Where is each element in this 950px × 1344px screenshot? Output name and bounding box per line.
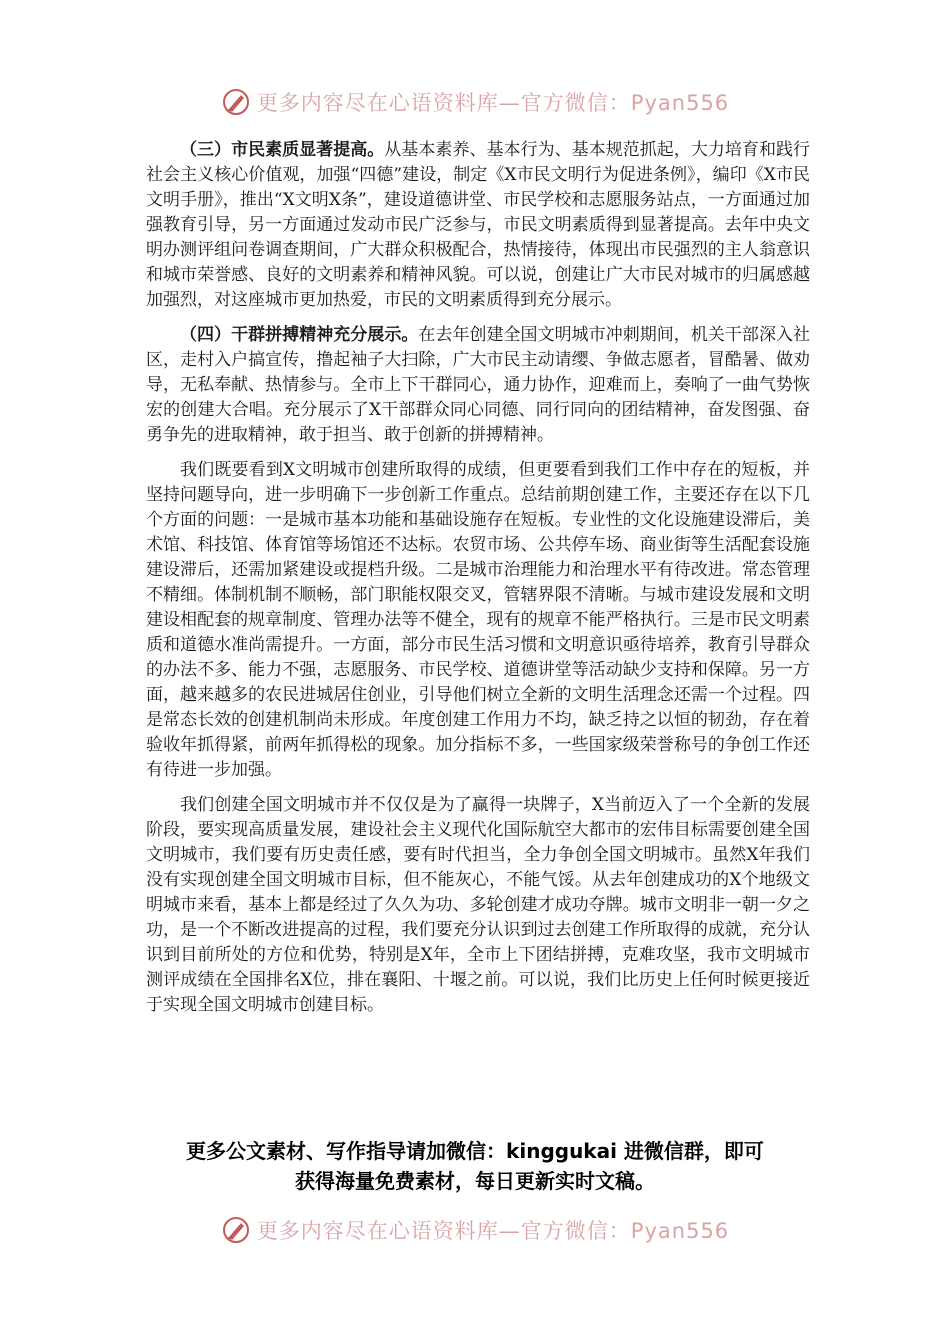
footer-banner-text: 更多内容尽在心语资料库—官方微信：Pyan556: [256, 1219, 730, 1243]
paragraph-cadre-spirit: [146, 323, 810, 448]
document-body: [146, 138, 810, 1028]
paragraph-goal: [146, 793, 810, 1018]
paragraph-heading: （三）市民素质显著提高。: [180, 140, 385, 160]
paragraph-text: 我们既要看到X文明城市创建所取得的成绩，但更要看到我们工作中存在的短板，并坚持问题导向，进一步明确下一步创新工作重点。总结前期创建工作，主要还存在以下几个方面的问题：一是城市基本功能和基础设施存在短板。专业性的文化设施建设滞后，美术馆、科技馆、体育馆等场馆还不达标。农贸市场、公共停车场、商业街等生活配套设施建设滞后，还需加紧建设或提档升级。二是城市治理能力和治理水平有待改进。常态管理不精细。体制机制不顺畅，部门职能权限交叉，管辖界限不清晰。与城市建设发展和文明建设相配套的规章制度、管理办法等不健全，现有的规章不能严格执行。三是市民文明素质和道德水准尚需提升。一方面，部分市民生活习惯和文明意识亟待培养，教育引导群众的办法不多、能力不强，志愿服务、市民学校、道德讲堂等活动缺少支持和保障。另一方面，越来越多的农民进城居住创业，引导他们树立全新的文明生活理念还需一个过程。四是常态长效的创建机制尚未形成。年度创建工作用力不均，缺乏持之以恒的韧劲，存在着验收年抓得紧，前两年抓得松的现象。加分指标不多，一些国家级荣誉称号的争创工作还有待进一步加强。: [146, 460, 810, 780]
promo-line-1: 更多公文素材、写作指导请加微信：kinggukai 进微信群，即可: [186, 1139, 764, 1163]
paragraph-heading: （四）干群拼搏精神充分展示。: [180, 325, 419, 345]
footer-watermark-banner: [0, 1212, 950, 1248]
promo-line-2: 获得海量免费素材，每日更新实时文稿。: [295, 1169, 655, 1193]
header-banner-text: 更多内容尽在心语资料库—官方微信：Pyan556: [256, 91, 730, 115]
promo-notice: [120, 1136, 830, 1196]
paragraph-text: 从基本素养、基本行为、基本规范抓起，大力培育和践行社会主义核心价值观，加强“四德”建设，制定《X市民文明行为促进条例》，编印《X市民文明手册》，推出“X文明X条”，建设道德讲堂、市民学校和志愿服务站点，一方面通过加强教育引导，另一方面通过发动市民广泛参与，市民文明素质得到显著提高。去年中央文明办测评组问卷调查期间，广大群众积极配合，热情接待，体现出市民强烈的主人翁意识和城市荣誉感、良好的文明素养和精神风貌。可以说，创建让广大市民对城市的归属感越加强烈，对这座城市更加热爱，市民的文明素质得到充分展示。: [146, 140, 811, 310]
paragraph-civic-quality: [146, 138, 810, 313]
pen-nib-icon: [221, 87, 251, 117]
paragraph-problems: [146, 458, 810, 783]
header-watermark-banner: [0, 84, 950, 120]
paragraph-text: 我们创建全国文明城市并不仅仅是为了赢得一块牌子，X当前迈入了一个全新的发展阶段，要实现高质量发展，建设社会主义现代化国际航空大都市的宏伟目标需要创建全国文明城市，我们要有历史责任感，要有时代担当，全力争创全国文明城市。虽然X年我们没有实现创建全国文明城市目标，但不能灰心，不能气馁。从去年创建成功的X个地级文明城市来看，基本上都是经过了久久为功、多轮创建才成功夺牌。城市文明非一朝一夕之功，是一个不断改进提高的过程，我们要充分认识到过去创建工作所取得的成就，充分认识到目前所处的方位和优势，特别是X年，全市上下团结拼搏，克难攻坚，我市文明城市测评成绩在全国排名X位，排在襄阳、十堰之前。可以说，我们比历史上任何时候更接近于实现全国文明城市创建目标。: [146, 795, 810, 1015]
pen-nib-icon: [221, 1215, 251, 1245]
paragraph-text: 在去年创建全国文明城市冲刺期间，机关干部深入社区，走村入户搞宣传，撸起袖子大扫除，广大市民主动请缨、争做志愿者，冒酷暑、做劝导，无私奉献、热情参与。全市上下干群同心，通力协作，迎难而上，奏响了一曲气势恢宏的创建大合唱。充分展示了X干部群众同心同德、同行同向的团结精神，奋发图强、奋勇争先的进取精神，敢于担当、敢于创新的拼搏精神。: [146, 325, 811, 445]
